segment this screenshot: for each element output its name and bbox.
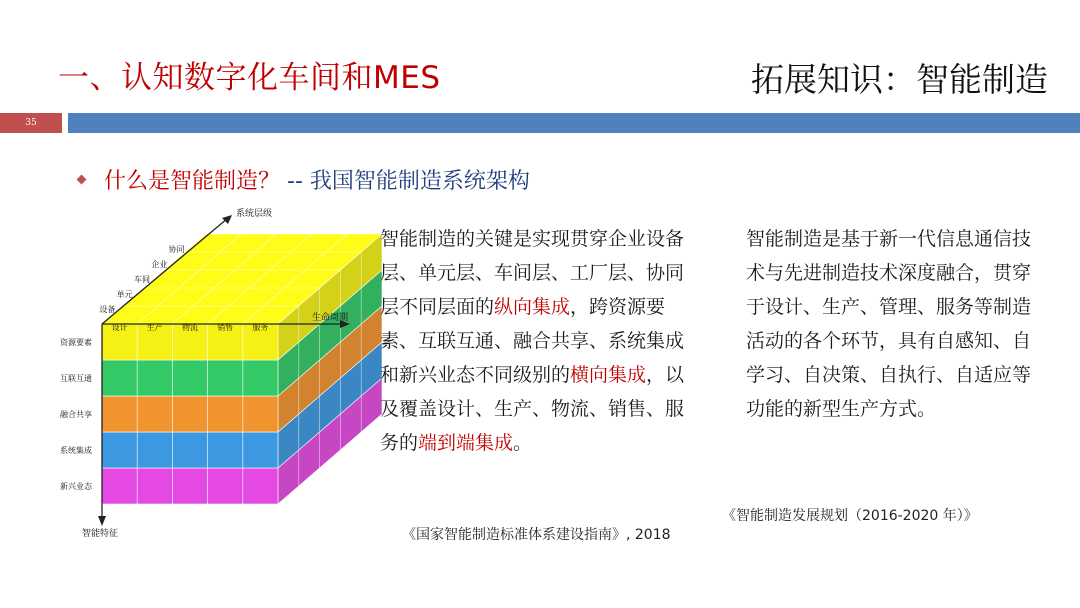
feature-label: 互联互通 xyxy=(60,374,92,383)
citation-standard-guide: 《国家智能制造标准体系建设指南》, 2018 xyxy=(402,527,671,543)
lifecycle-label: 服务 xyxy=(252,323,269,332)
lifecycle-label: 设计 xyxy=(111,323,128,332)
cube-front-face xyxy=(102,396,278,432)
architecture-cube-svg xyxy=(58,209,358,539)
feature-label: 资源要素 xyxy=(60,338,92,347)
para1-highlight-vertical: 纵向集成 xyxy=(494,296,571,318)
subtitle xyxy=(104,164,530,195)
axis-label-top: 系统层级 xyxy=(236,209,273,219)
architecture-diagram xyxy=(58,209,358,539)
para1-text-1: 智能制造的关键是实现贯穿企业设备层、单元层、车间层、工厂层、协同层不同层面的 xyxy=(380,228,685,318)
lifecycle-label: 物流 xyxy=(182,323,198,332)
paragraph-integration xyxy=(380,222,690,460)
cube-front-face xyxy=(102,432,278,468)
axis-arrow-icon xyxy=(98,516,106,526)
para1-text-2: ，跨资源要素、互联互通、融合共享、系统集成和新兴业态不同级别的 xyxy=(380,296,685,386)
citation-development-plan: 《智能制造发展规划（2016-2020 年）》 xyxy=(722,508,978,524)
paragraph-definition: 智能制造是基于新一代信息通信技术与先进制造技术深度融合，贯穿于设计、生产、管理、服务等制造活动的各个环节，具有自感知、自学习、自决策、自执行、自适应等功能的新型生产方式。 xyxy=(746,228,1032,420)
axis-label-bottom: 智能特征 xyxy=(82,529,119,539)
cube-front-face xyxy=(102,468,278,504)
section-title: 一、认知数字化车间和MES xyxy=(58,60,441,96)
level-label: 协同 xyxy=(168,245,185,254)
slide-number: 35 xyxy=(25,118,37,128)
topic-title: 拓展知识：智能制造 xyxy=(751,60,1048,99)
lifecycle-label: 销售 xyxy=(217,323,234,332)
axis-arrow-icon xyxy=(222,215,232,224)
para1-text-4: 。 xyxy=(513,432,533,454)
feature-label: 系统集成 xyxy=(60,446,92,455)
para1-highlight-horizontal: 横向集成 xyxy=(570,364,647,386)
para1-text-3: ，以及覆盖设计、生产、物流、销售、服务的 xyxy=(380,364,685,454)
subtitle-answer: -- 我国智能制造系统架构 xyxy=(287,169,530,194)
axis-label-right: 生命周期 xyxy=(312,313,349,323)
feature-label: 新兴业态 xyxy=(60,482,92,491)
cube-front-face xyxy=(102,360,278,396)
level-label: 车间 xyxy=(134,275,150,284)
diamond-bullet-icon xyxy=(77,175,87,185)
level-label: 单元 xyxy=(116,290,133,299)
para1-highlight-end-to-end: 端到端集成 xyxy=(418,432,514,454)
subtitle-question: 什么是智能制造？ xyxy=(104,169,281,194)
level-label: 设备 xyxy=(99,305,116,314)
header-divider-bar xyxy=(68,113,1080,133)
lifecycle-label: 生产 xyxy=(146,323,163,332)
feature-label: 融合共享 xyxy=(60,410,92,419)
level-label: 企业 xyxy=(151,260,168,269)
